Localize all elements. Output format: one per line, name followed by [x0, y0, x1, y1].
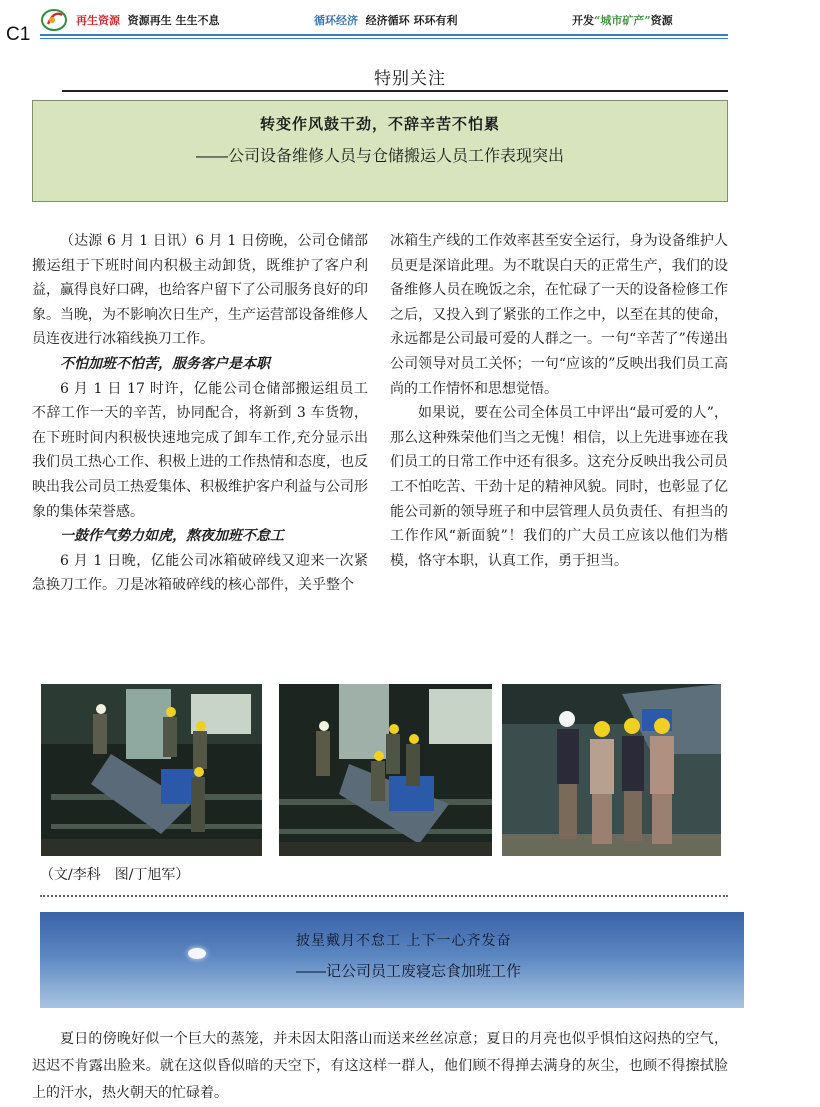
header-divider-thin	[40, 38, 728, 39]
second-article-title: 披星戴月不怠工 上下一心齐发奋	[296, 933, 512, 949]
moon-icon	[188, 948, 206, 959]
header-middle-accent: 循环经济	[314, 14, 358, 27]
header-right-prefix: 开发	[572, 14, 594, 27]
header-right-accent: “城市矿产”	[594, 14, 651, 27]
photo-workers-group	[502, 684, 721, 856]
header-slogan: 资源再生 生生不息	[127, 14, 220, 27]
article-subtitle: ——公司设备维修人员与仓储搬运人员工作表现突出	[195, 148, 564, 165]
subheading: 一鼓作气势力如虎，熬夜加班不怠工	[60, 528, 284, 545]
header-left	[76, 12, 220, 28]
paragraph: 如果说，要在公司全体员工中评出“最可爱的人”，那么这种殊荣他们当之无愧！相信，以上先进事迹在我们员工的日常工作中还有很多。这充分反映出我公司员工不怕吃苦、干劲十足的精神风貌。同时，也彰显了亿能公司新的领导班子和中层管理人员负责任、有担当的工作作风“新面貌”！我们的广大员工应该以他们为楷模，恪守本职，认真工作，勇于担当。	[390, 405, 728, 569]
photo-maintenance-1	[41, 684, 262, 856]
article-title-box	[32, 100, 728, 202]
photo-caption: （文/李科 图/丁旭军）	[40, 867, 190, 883]
header-brand: 再生资源	[76, 14, 120, 27]
paragraph: （达源 6 月 1 日讯）6 月 1 日傍晚，公司仓储部搬运组于下班时间内积极主动卸货，既维护了客户利益，赢得良好口碑，也给客户留下了公司服务良好的印象。当晚，为不影响次日生产，生产运营部设备维修人员连夜进行冰箱线换刀工作。	[32, 233, 368, 348]
paragraph: 6 月 1 日晚，亿能公司冰箱破碎线又迎来一次紧急换刀工作。刀是冰箱破碎线的核心部件，关乎整个	[32, 552, 368, 594]
header-right-suffix: 资源	[650, 14, 673, 27]
article-column-right	[390, 229, 728, 573]
article-column-left	[32, 229, 368, 598]
page-code: C1	[6, 24, 31, 45]
paragraph-continued: 冰箱生产线的工作效率甚至安全运行，身为设备维护人员更是深谙此理。为不耽误白天的正常生产，我们的设备维修人员在晚饭之余，在忙碌了一天的设备检修工作之后，又投入到了紧张的工作之中，以至在其的使命，永远都是公司最可爱的人群之一。一句“辛苦了”传递出公司领导对员工关怀；一句“应该的”反映出我们员工高尚的工作情怀和思想觉悟。	[390, 233, 728, 397]
subheading: 不怕加班不怕苦，服务客户是本职	[60, 355, 270, 372]
header-middle	[314, 12, 458, 28]
header-divider	[40, 34, 728, 36]
section-rule	[62, 90, 728, 92]
article-title: 转变作风鼓干劲，不辞辛苦不怕累	[259, 115, 500, 133]
paragraph: 6 月 1 日 17 时许，亿能公司仓储部搬运组员工不辞工作一天的辛苦，协同配合，将新到 3 车货物，在下班时间内积极快速地完成了卸车工作,充分显示出我们员工热心工作、积极上进的工作热情和态度，也反映出我公司员工热爱集体、积极维护客户利益与公司形象的集体荣誉感。	[32, 380, 368, 520]
header-middle-rest: 经济循环 环环有利	[365, 14, 458, 27]
photo-maintenance-2	[279, 684, 492, 856]
second-article-subtitle: ——记公司员工废寝忘食加班工作	[296, 963, 522, 980]
header-right	[572, 12, 673, 28]
section-title: 特别关注	[374, 69, 446, 88]
company-logo-icon	[40, 8, 68, 32]
second-article-banner	[40, 912, 744, 1008]
second-article-body: 夏日的傍晚好似一个巨大的蒸笼，并未因太阳落山而送来丝丝凉意；夏日的月亮也似乎惧怕这闷热的空气，迟迟不肯露出脸来。就在这似昏似暗的天空下，有这这样一群人，他们顾不得掸去满身的灰尘，也顾不得擦拭脸上的汗水，热火朝天的忙碌着。	[32, 1031, 728, 1101]
dotted-divider	[40, 895, 728, 897]
